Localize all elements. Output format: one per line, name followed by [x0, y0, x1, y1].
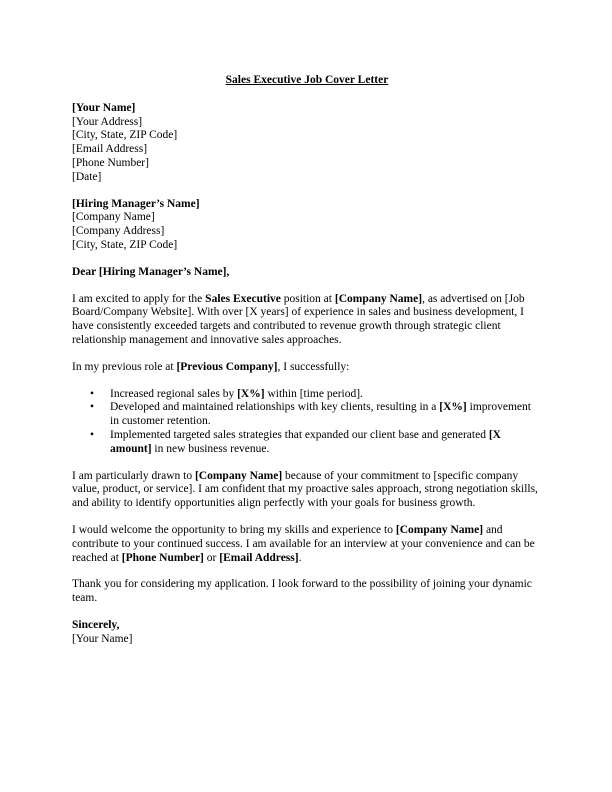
drawn-text-1: I am particularly drawn to	[72, 469, 195, 482]
intro-text-3: , as advertised on [Job Board/Company Website]. With over [X years] of experience in sales and business development, I have consistently exceeded targets and contributed to revenue growth through strategic client relationship management and innovative sales approaches.	[72, 292, 525, 346]
bullet-bold: [X amount]	[110, 428, 501, 455]
drawn-paragraph	[72, 470, 542, 511]
previous-role-text-2: , I successfully:	[277, 360, 350, 373]
welcome-company: [Company Name]	[395, 523, 484, 536]
bullet-text-2: within [time period].	[264, 387, 363, 400]
salutation: Dear [Hiring Manager’s Name],	[72, 265, 230, 278]
document-page	[72, 74, 542, 660]
intro-company: [Company Name]	[334, 292, 423, 305]
recipient-company: [Company Name]	[72, 211, 155, 224]
sender-email: [Email Address]	[72, 143, 148, 156]
previous-role-paragraph	[72, 361, 542, 375]
intro-paragraph	[72, 293, 542, 348]
document-title: Sales Executive Job Cover Letter	[225, 74, 389, 86]
thanks-paragraph: Thank you for considering my application. I look forward to the possibility of joining your dynamic team.	[72, 578, 532, 605]
intro-text-1: I am excited to apply for the	[72, 292, 206, 305]
welcome-email: [Email Address]	[219, 551, 299, 564]
recipient-address: [Company Address]	[72, 225, 165, 238]
signature: [Your Name]	[72, 632, 133, 645]
list-item	[90, 388, 542, 402]
drawn-company: [Company Name]	[194, 469, 283, 482]
welcome-phone: [Phone Number]	[121, 551, 204, 564]
bullet-bold: [X%]	[237, 387, 265, 400]
bullet-icon: •	[90, 387, 95, 400]
intro-text-2: position at	[280, 292, 335, 305]
bullet-bold: [X%]	[439, 401, 467, 414]
bullet-text-2: in new business revenue.	[151, 442, 270, 455]
bullet-text-1: Increased regional sales by	[110, 387, 238, 400]
sender-name: [Your Name]	[72, 101, 136, 114]
list-item	[90, 429, 542, 457]
closing: Sincerely,	[72, 618, 120, 631]
sender-city-state-zip: [City, State, ZIP Code]	[72, 129, 178, 142]
welcome-text-2: and contribute to your continued success. I am available for an interview at your convenience and can be reached at	[72, 523, 535, 564]
previous-company: [Previous Company]	[176, 360, 278, 373]
bullet-text-1: Developed and maintained relationships with key clients, resulting in a	[110, 401, 440, 414]
previous-role-text-1: In my previous role at	[72, 360, 177, 373]
recipient-name: [Hiring Manager’s Name]	[72, 197, 200, 210]
sender-address: [Your Address]	[72, 115, 143, 128]
bullet-icon: •	[90, 401, 95, 414]
welcome-text-3: or	[203, 551, 220, 564]
welcome-text-4: .	[298, 551, 302, 564]
welcome-text-1: I would welcome the opportunity to bring my skills and experience to	[72, 523, 396, 536]
achievements-list	[72, 388, 542, 457]
bullet-icon: •	[90, 428, 95, 441]
recipient-city-state-zip: [City, State, ZIP Code]	[72, 238, 178, 251]
bullet-text-1: Implemented targeted sales strategies that expanded our client base and generated	[110, 428, 489, 441]
list-item	[90, 401, 542, 429]
sender-phone: [Phone Number]	[72, 156, 149, 169]
sender-block	[72, 102, 542, 185]
drawn-text-2: because of your commitment to [specific company value, product, or service]. I am confident that my proactive sales approach, strong negotiation skills, and ability to identify opportunities align perfectly with your goals for business growth.	[72, 469, 538, 510]
intro-position: Sales Executive	[205, 292, 281, 305]
bullet-text-2: improvement in customer retention.	[110, 401, 531, 428]
welcome-paragraph	[72, 524, 542, 565]
recipient-block	[72, 198, 542, 253]
sender-date: [Date]	[72, 170, 102, 183]
closing-block	[72, 619, 542, 647]
